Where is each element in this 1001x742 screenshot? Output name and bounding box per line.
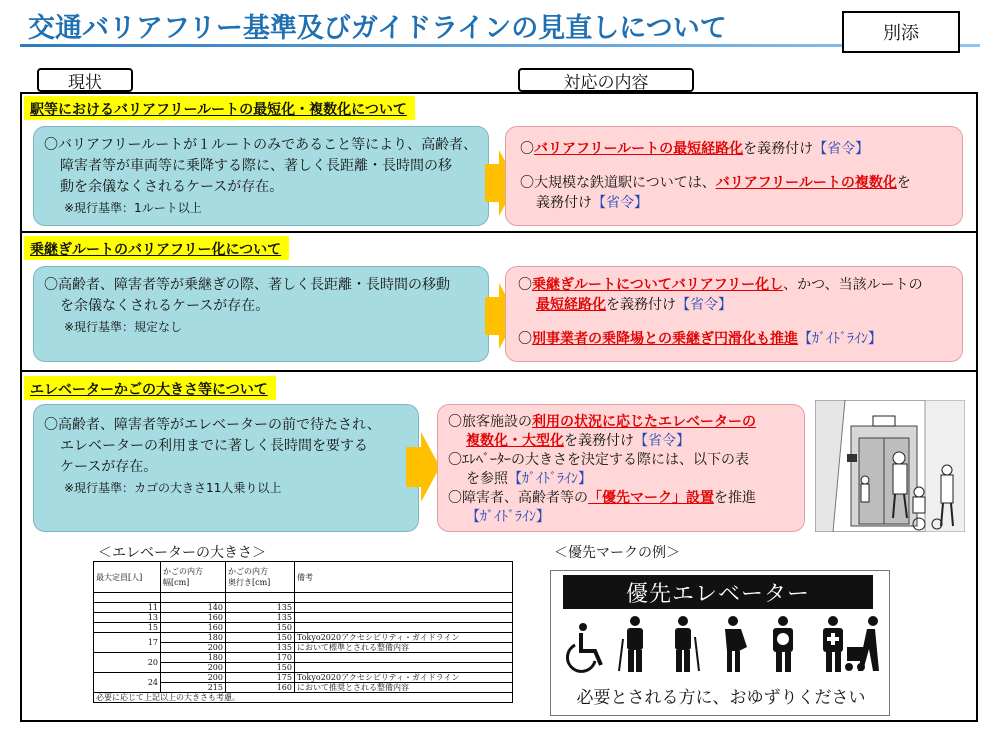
priority-elevator-sign <box>550 570 890 716</box>
injured-person-icon <box>675 616 699 672</box>
table-cell <box>295 603 513 613</box>
current-text-line: ケースが存在。 <box>60 459 158 475</box>
table-cell: Tokyo2020アクセシビリティ・ガイドライン <box>295 633 513 643</box>
table-cell: 175 <box>226 673 295 683</box>
elevator-table-caption: ＜エレベーターの大きさ＞ <box>98 545 266 561</box>
page-title: 交通バリアフリー基準及びガイドラインの見直しについて <box>28 13 727 44</box>
response-text: 〇ｴﾚﾍﾞｰﾀｰの大きさを決定する際には、以下の表 <box>448 452 749 468</box>
table-cell: 150 <box>226 633 295 643</box>
table-spacer <box>226 593 295 603</box>
table-cell: 15 <box>94 623 161 633</box>
response-text: 、かつ、当該ルートの <box>783 277 923 293</box>
elderly-with-cane-icon <box>619 616 643 672</box>
response-emphasis: 「優先マーク」設置 <box>588 490 714 506</box>
response-header: 対応の内容 <box>518 68 694 92</box>
table-cell: Tokyo2020アクセシビリティ・ガイドライン <box>295 673 513 683</box>
table-cell: 150 <box>226 623 295 633</box>
internal-disability-icon <box>773 616 793 672</box>
table-cell: 170 <box>226 653 295 663</box>
wheelchair-icon <box>567 623 601 671</box>
sign-message: 必要とされる方に、おゆずりください <box>576 688 866 708</box>
regulation-tag: 【省令】 <box>813 141 870 157</box>
pregnant-woman-icon <box>725 616 747 672</box>
table-row <box>94 603 513 613</box>
table-cell <box>295 663 513 673</box>
response-prefix: 〇旅客施設の <box>448 414 532 430</box>
section-title-elevator-size: エレベーターかごの大きさ等について <box>24 376 276 400</box>
title-underline <box>20 44 980 47</box>
table-cell <box>295 613 513 623</box>
table-cell: 160 <box>161 613 226 623</box>
table-cell: 180 <box>161 653 226 663</box>
response-text: を参照 <box>466 471 508 487</box>
response-text: 〇大規模な鉄道駅については、 <box>520 175 716 191</box>
current-text-line: 〇バリアフリールートが１ルートのみであること等により、高齢者、 <box>44 137 478 153</box>
table-spacer <box>161 593 226 603</box>
table-cell: 215 <box>161 683 226 693</box>
table-header-capacity: 最大定員[人] <box>94 562 161 593</box>
table-cell: 160 <box>226 683 295 693</box>
response-emphasis: 別事業者の乗降場との乗継ぎ円滑化も推進 <box>532 331 798 347</box>
response-emphasis: バリアフリールートの最短経路化 <box>534 141 744 157</box>
response-prefix: 〇 <box>518 331 532 347</box>
current-standard-note: ※現行基準：1ルート以上 <box>64 201 202 215</box>
response-box-shortest-route <box>505 126 963 226</box>
priority-users-icons <box>561 613 881 679</box>
section-title-transfer-route: 乗継ぎルートのバリアフリー化について <box>24 236 289 260</box>
response-emphasis: 利用の状況に応じたエレベーターの <box>532 414 756 430</box>
response-text: を推進 <box>714 490 756 506</box>
annex-label: 別添 <box>842 11 960 53</box>
current-text-line: 〇高齢者、障害者等が乗継ぎの際、著しく長距離・長時間の移動 <box>44 277 450 293</box>
current-text-line: エレベーターの利用までに著しく長時間を要する <box>60 438 368 454</box>
table-cell: 150 <box>226 663 295 673</box>
response-emphasis: 最短経路化 <box>536 297 606 313</box>
response-emphasis: 乗継ぎルートについてバリアフリー化し <box>532 277 784 293</box>
response-prefix: 〇 <box>518 277 532 293</box>
table-header-depth <box>226 562 295 593</box>
table-header-depth-line: 奥行き[cm] <box>228 578 271 587</box>
guideline-tag: 【ｶﾞｲﾄﾞﾗｲﾝ】 <box>508 471 592 487</box>
current-box-shortest-route <box>33 126 489 226</box>
response-text: を義務付け <box>564 433 634 449</box>
table-cell <box>295 623 513 633</box>
regulation-tag: 【省令】 <box>592 195 648 211</box>
table-cell: 200 <box>161 673 226 683</box>
response-prefix: 〇 <box>520 141 534 157</box>
heart-plus-icon <box>823 616 843 672</box>
elevator-illustration <box>815 400 965 532</box>
table-cell: 160 <box>161 623 226 633</box>
response-emphasis: バリアフリールートの複数化 <box>715 175 897 191</box>
response-text: 義務付け <box>536 195 592 211</box>
current-text-line: 〇高齢者、障害者等がエレベーターの前で待たされ、 <box>44 417 381 433</box>
table-cell: において推奨とされる整備内容 <box>295 683 513 693</box>
table-cell: 200 <box>161 663 226 673</box>
response-box-transfer-route <box>505 266 963 362</box>
table-row <box>94 673 513 683</box>
current-status-header: 現状 <box>37 68 133 92</box>
response-prefix: 〇障害者、高齢者等の <box>448 490 588 506</box>
table-spacer <box>94 593 161 603</box>
current-text-line: 障害者等が車両等に乗降する際に、著しく長距離・長時間の移 <box>60 158 452 174</box>
guideline-tag: 【ｶﾞｲﾄﾞﾗｲﾝ】 <box>466 509 550 525</box>
section-title-shortest-route: 駅等におけるバリアフリールートの最短化・複数化について <box>24 96 415 120</box>
table-cell: 200 <box>161 643 226 653</box>
table-header-width-line: 幅[cm] <box>163 578 190 587</box>
table-header-depth-line: かごの内方 <box>228 567 268 576</box>
table-cell: 135 <box>226 643 295 653</box>
table-spacer <box>295 593 513 603</box>
response-text: を <box>896 175 911 191</box>
table-cell: 135 <box>226 613 295 623</box>
response-box-elevator-size <box>437 404 805 532</box>
regulation-tag: 【省令】 <box>676 297 732 313</box>
current-box-elevator-size <box>33 404 419 532</box>
current-standard-note: ※現行基準：カゴの大きさ11人乗り以上 <box>64 481 282 495</box>
table-cell: 17 <box>94 633 161 653</box>
current-standard-note: ※現行基準：規定なし <box>64 320 183 334</box>
arrow-right-icon <box>406 432 440 502</box>
table-row <box>94 653 513 663</box>
current-text-line: 動を余儀なくされるケースが存在。 <box>60 179 284 195</box>
response-emphasis: 複数化・大型化 <box>466 433 564 449</box>
current-box-transfer-route <box>33 266 489 362</box>
table-header-width-line: かごの内方 <box>163 567 203 576</box>
table-cell: 140 <box>161 603 226 613</box>
elevator-size-table <box>93 561 515 703</box>
stroller-icon <box>845 616 879 671</box>
sign-title: 優先エレベーター <box>563 575 873 609</box>
current-text-line: を余儀なくされるケースが存在。 <box>60 298 270 314</box>
guideline-tag: 【ｶﾞｲﾄﾞﾗｲﾝ】 <box>798 331 882 347</box>
table-header-width <box>161 562 226 593</box>
table-cell: 11 <box>94 603 161 613</box>
section-divider <box>22 231 976 233</box>
table-cell: 13 <box>94 613 161 623</box>
table-row <box>94 613 513 623</box>
priority-mark-caption: ＜優先マークの例＞ <box>554 545 680 561</box>
table-cell: 135 <box>226 603 295 613</box>
table-row <box>94 633 513 643</box>
table-footer-note: 必要に応じて上記以上の大きさも考慮。 <box>94 693 513 703</box>
table-cell: 20 <box>94 653 161 673</box>
table-header-remarks: 備考 <box>295 562 513 593</box>
table-cell: 180 <box>161 633 226 643</box>
response-text: を義務付け <box>743 141 814 157</box>
table-cell: において標準とされる整備内容 <box>295 643 513 653</box>
table-row <box>94 623 513 633</box>
table-cell <box>295 653 513 663</box>
regulation-tag: 【省令】 <box>634 433 690 449</box>
table-cell: 24 <box>94 673 161 693</box>
response-text: を義務付け <box>606 297 676 313</box>
section-divider <box>22 370 976 372</box>
